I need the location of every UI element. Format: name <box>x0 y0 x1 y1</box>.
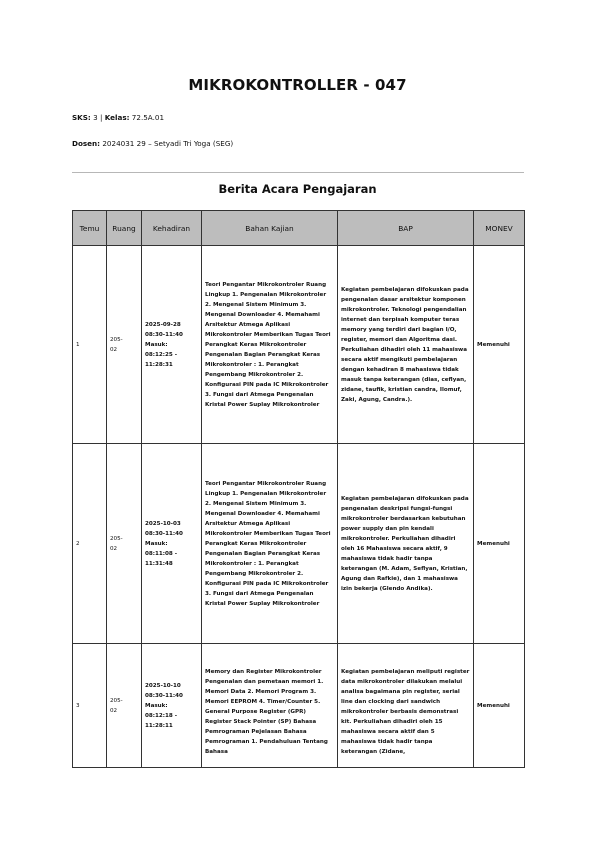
cell-ruang: 205- 02 <box>107 246 142 444</box>
header-bap: BAP <box>338 211 474 246</box>
cell-ruang: 205- 02 <box>107 444 142 644</box>
cell-temu: 2 <box>73 444 107 644</box>
header-kehadiran: Kehadiran <box>142 211 202 246</box>
cell-bahan-kajian: Memory dan Register Mikrokontroler Pengenalan dan pemetaan memori 1. Memori Data 2. Memori Program 3. Memori EEPROM 4. Timer/Counter 5. General Purpose Register (GPR) Register Stack Pointer (SP) Bahasa Pemrograman Pejelasan Bahasa Pemrograman 1. Pendahuluan Tentang Bahasa <box>202 644 338 768</box>
table-row <box>73 246 525 444</box>
section-title: Berita Acara Pengajaran <box>218 182 377 196</box>
dosen-label: Dosen: <box>72 139 101 148</box>
table-row <box>73 444 525 644</box>
header-ruang: Ruang <box>107 211 142 246</box>
cell-bahan-kajian: Teori Pengantar Mikrokontroler Ruang Lingkup 1. Pengenalan Mikrokontroler 2. Mengenal Sistem Minimum 3. Mengenal Downloader 4. Memahami Arsitektur Atmega Aplikasi Mikrokontroler Memberikan Tugas Teori Perangkat Keras Mikrokontroler Pengenalan Bagian Perangkat Keras Mikrokontroler : 1. Perangkat Pengembang Mikrokontroler 2. Konfigurasi PIN pada IC Mikrokontroler 3. Fungsi dari Atmega Pengenalan Kristal Power Suplay Mikrokontroler <box>202 246 338 444</box>
cell-temu: 1 <box>73 246 107 444</box>
sks-value: 3 <box>93 113 98 122</box>
table-header-row <box>73 211 525 246</box>
cell-monev: Memenuhi <box>474 444 525 644</box>
lecturer-meta <box>72 139 233 148</box>
sks-label: SKS: <box>72 113 91 122</box>
cell-monev: Memenuhi <box>474 644 525 768</box>
header-monev: MONEV <box>474 211 525 246</box>
cell-kehadiran: 2025-10-10 08:30-11:40 Masuk: 08:12:18 - 11:28:11 <box>142 644 202 768</box>
cell-temu: 3 <box>73 644 107 768</box>
header-bahan-kajian: Bahan Kajian <box>202 211 338 246</box>
kelas-value: 72.5A.01 <box>131 113 165 122</box>
cell-kehadiran: 2025-09-28 08:30-11:40 Masuk: 08:12:25 - 11:28:31 <box>142 246 202 444</box>
divider <box>72 172 524 173</box>
cell-bahan-kajian: Teori Pengantar Mikrokontroler Ruang Lingkup 1. Pengenalan Mikrokontroler 2. Mengenal Sistem Minimum 3. Mengenal Downloader 4. Memahami Arsitektur Atmega Aplikasi Mikrokontroler Memberikan Tugas Teori Perangkat Keras Mikrokontroler Pengenalan Bagian Perangkat Keras Mikrokontroler : 1. Perangkat Pengembang Mikrokontroler 2. Konfigurasi PIN pada IC Mikrokontroler 3. Fungsi dari Atmega Pengenalan Kristal Power Suplay Mikrokontroler <box>202 444 338 644</box>
kelas-label: Kelas: <box>104 113 130 122</box>
course-meta <box>72 113 164 122</box>
cell-ruang: 205- 02 <box>107 644 142 768</box>
cell-bap: Kegiatan pembelajaran meliputi register data mikrokontroler dilakukan melalui analisa bagaimana pin register, serial line dan clocking dari sandwich mikrokontroler berbasis demonstrasi kit. Perkuliahan dihadiri oleh 15 mahasiswa secara aktif dan 5 mahasiswa tidak hadir tanpa keterangan (Zidane, <box>338 644 474 768</box>
cell-bap: Kegiatan pembelajaran difokuskan pada pengenalan deskripsi fungsi-fungsi mikrokontroler berdasarkan kebutuhan power supply dan pin kendali mikrokontroler. Perkuliahan dihadiri oleh 16 Mahasiswa secara aktif, 9 mahasiswa tidak hadir tanpa keterangan (M. Adam, Seflyan, Kristian, Agung dan Rafkie), dan 1 mahasiswa izin bekerja (Glendo Andika). <box>338 444 474 644</box>
meta-separator: | <box>99 113 103 122</box>
cell-bap: Kegiatan pembelajaran difokuskan pada pengenalan dasar arsitektur komponen mikrokontroler. Teknologi pengendalian internet dan terpisah komputer teras memory yang terdiri dari bagian I/O, register, memori dan Algoritma dasi. Perkuliahan dihadiri oleh 11 mahasiswa secara aktif mengikuti pembelajaran dengan kehadiran 8 mahasiswa tidak masuk tanpa keterangan (dias, ceflyan, zidane, taufik, kristian candra, Ilomuf, Zaki, Agung, Candra.). <box>338 246 474 444</box>
cell-monev: Memenuhi <box>474 246 525 444</box>
bap-table <box>72 210 525 768</box>
document-title: MIKROKONTROLLER - 047 <box>188 76 407 94</box>
cell-kehadiran: 2025-10-03 08:30-11:40 Masuk: 08:11:08 - 11:31:48 <box>142 444 202 644</box>
dosen-value: 2024031 29 – Setyadi Tri Yoga (SEG) <box>102 139 234 148</box>
header-temu: Temu <box>73 211 107 246</box>
table-row <box>73 644 525 768</box>
